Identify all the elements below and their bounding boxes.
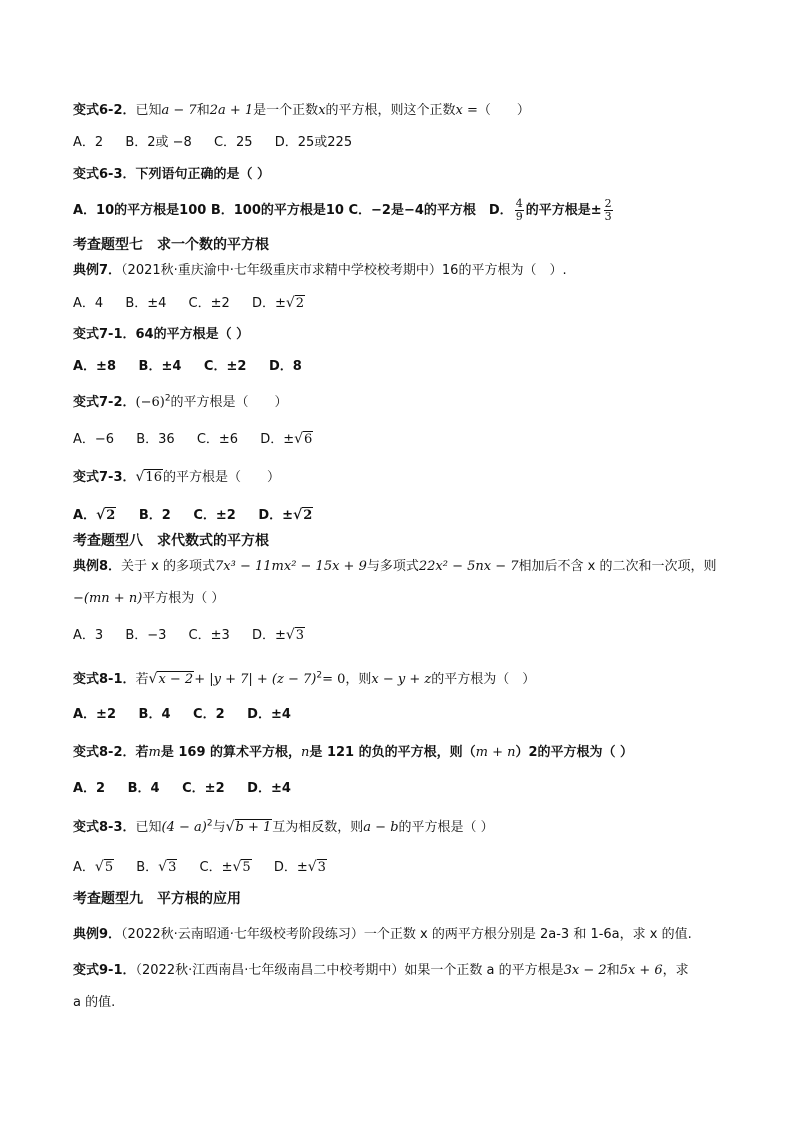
option-c: C．±2 — [188, 296, 230, 311]
math-expr: m + n — [475, 745, 516, 760]
math-expr: x = — [455, 103, 478, 118]
math-expr: 5x + 6 — [619, 963, 663, 978]
math-expr: a − 7 — [161, 103, 197, 118]
option-a: A．2 — [73, 781, 106, 796]
option-c: C．±2 — [182, 781, 225, 796]
question-text: 已知 — [135, 820, 162, 835]
options-6-3 — [73, 196, 615, 226]
option-d: D．8 — [268, 359, 302, 374]
math-exponent: 2 — [164, 393, 171, 404]
question-text: 是 121 的负的平方根，则（ — [309, 745, 476, 760]
math-expr: a − b — [363, 820, 399, 835]
sqrt-sign: √2 — [285, 295, 305, 311]
option-b: B．4 — [127, 781, 160, 796]
math-expr: x − y + z — [371, 672, 432, 687]
fraction-4-9: $\frac{4}{9}$ — [515, 197, 523, 223]
option-a: A．2 — [73, 135, 104, 150]
question-text: 与多项式 — [366, 559, 419, 574]
math-var: n — [301, 745, 310, 760]
options-8 — [73, 626, 305, 645]
sqrt-sign: √3 — [285, 627, 305, 643]
question-text: 64的平方根是（ ） — [135, 327, 250, 342]
option-a: A．±2 — [73, 707, 116, 722]
option-c: C．±√5 — [199, 859, 251, 875]
question-7-1 — [73, 326, 249, 344]
question-text: 的平方根，则这个正数 — [325, 103, 456, 118]
question-text: （2022秋·江西南昌·七年级南昌二中校考期中）如果一个正数 a 的平方根是 — [135, 963, 564, 978]
sqrt-sign: √2 — [96, 507, 116, 523]
math-expr: 22x² − 5nx − 7 — [418, 559, 519, 574]
option-c: C．±6 — [196, 432, 239, 447]
math-expr: 3x − 2 — [563, 963, 607, 978]
example-7 — [73, 262, 567, 280]
sqrt-sign: √3 — [307, 859, 326, 875]
option-d: D．±4 — [247, 781, 291, 796]
math-var: m — [148, 745, 161, 760]
question-text: 和 — [606, 963, 620, 978]
math-expr: 2a + 1 — [209, 103, 254, 118]
math-expr: (4 − a) — [161, 820, 207, 835]
sqrt-sign: √x − 2 — [148, 671, 194, 687]
option-a: A．±8 — [73, 359, 116, 374]
sqrt-sign: √6 — [294, 431, 313, 447]
math-exponent: 2 — [206, 818, 213, 829]
options-8-2 — [73, 780, 291, 798]
question-text: ，求 — [662, 963, 689, 978]
question-8-2 — [73, 744, 633, 762]
options-text: 的平方根是± — [525, 203, 602, 218]
section-heading-8: 考查题型八 求代数式的平方根 — [73, 533, 269, 549]
question-text: ）2的平方根为（ ） — [515, 745, 634, 760]
option-b: B．2 — [138, 508, 171, 523]
question-7-3 — [73, 468, 280, 487]
math-var: x — [318, 103, 326, 118]
option-b: B．2或 −8 — [125, 135, 192, 150]
option-c: C．25 — [213, 135, 253, 150]
math-expr: = 0 — [322, 672, 346, 687]
question-text: 平方根为（ ） — [142, 591, 225, 606]
math-expr: −(mn + n) — [73, 591, 143, 606]
question-label: 变式7-2． — [73, 395, 136, 410]
question-text: 的平方根是（ ） — [170, 395, 288, 410]
option-a: A．−6 — [73, 432, 115, 447]
question-text: 已知 — [135, 103, 162, 118]
question-text: 下列语句正确的是（ ） — [135, 167, 271, 182]
question-text: 互为相反数，则 — [272, 820, 364, 835]
question-text: 的平方根是（ ） — [162, 470, 280, 485]
option-a: A．√5 — [73, 859, 114, 875]
question-text: ，则 — [345, 672, 372, 687]
question-label: 变式8-1． — [73, 672, 136, 687]
option-b: B．−3 — [125, 628, 167, 643]
option-d: D．±√3 — [273, 859, 326, 875]
question-text: 和 — [196, 103, 210, 118]
question-9-1 — [73, 962, 689, 980]
section-heading-9: 考查题型九 平方根的应用 — [73, 891, 241, 907]
sqrt-sign: √16 — [135, 469, 162, 485]
question-text: 是一个正数 — [253, 103, 319, 118]
option-d: D．25或225 — [274, 135, 353, 150]
option-a: A．4 — [73, 296, 104, 311]
options-6-2 — [73, 134, 352, 152]
answer-bracket: （ ） — [477, 103, 530, 118]
math-expr: + |y + 7| + (z − 7) — [194, 672, 317, 687]
option-c: C．2 — [193, 707, 225, 722]
question-text: 若 — [135, 672, 149, 687]
example-8 — [73, 558, 717, 576]
question-label: 典例7． — [73, 263, 122, 278]
question-text: （2021秋·重庆渝中·七年级重庆市求精中学校校考期中）16的平方根为（ ）. — [121, 263, 567, 278]
question-8-3 — [73, 818, 494, 837]
option-b: B．±4 — [125, 296, 167, 311]
section-heading-7: 考查题型七 求一个数的平方根 — [73, 237, 269, 253]
math-expr: (−6) — [135, 395, 165, 410]
sqrt-sign: √b + 1 — [225, 819, 272, 835]
question-text: 是 169 的算术平方根， — [160, 745, 302, 760]
math-exponent: 2 — [316, 670, 323, 681]
option-b: B．√3 — [136, 859, 177, 875]
question-label: 典例9． — [73, 927, 122, 942]
example-8-line2 — [73, 590, 224, 608]
option-b: B．36 — [136, 432, 175, 447]
options-8-1 — [73, 706, 291, 724]
question-6-2 — [73, 102, 530, 120]
sqrt-sign: √5 — [94, 859, 114, 875]
option-c: C．±3 — [188, 628, 230, 643]
option-d: D．±√6 — [260, 431, 313, 447]
sqrt-sign: √3 — [158, 859, 177, 875]
question-text: 的平方根为（ ） — [431, 672, 536, 687]
options-8-3 — [73, 858, 327, 877]
option-c: C．±2 — [203, 359, 247, 374]
option-b: B．±4 — [138, 359, 182, 374]
question-text: 若 — [135, 745, 149, 760]
question-text: 关于 x 的多项式 — [121, 559, 216, 574]
options-text: A．10的平方根是100 B．100的平方根是10 C．−2是−4的平方根 D． — [73, 203, 513, 218]
question-label: 变式8-2． — [73, 745, 136, 760]
options-7-2 — [73, 430, 313, 449]
option-d: D．±4 — [247, 707, 291, 722]
options-7 — [73, 294, 305, 313]
question-label: 变式7-3． — [73, 470, 136, 485]
question-7-2 — [73, 394, 288, 412]
sqrt-sign: √5 — [232, 859, 251, 875]
question-label: 变式6-2． — [73, 103, 136, 118]
option-b: B．4 — [138, 707, 171, 722]
fraction-2-3: $\frac{2}{3}$ — [604, 197, 612, 223]
question-text: 的平方根是（ ） — [398, 820, 494, 835]
question-text: （2022秋·云南昭通·七年级校考阶段练习）一个正数 x 的两平方根分别是 2a-3 和 1-6a，求 x 的值. — [121, 927, 692, 942]
option-d: D．±√3 — [251, 627, 305, 643]
question-9-1-line2: a 的值. — [73, 995, 116, 1010]
question-label: 典例8． — [73, 559, 122, 574]
question-label: 变式6-3． — [73, 167, 136, 182]
sqrt-sign: √2 — [293, 507, 313, 523]
option-d: D．±√2 — [258, 507, 313, 523]
option-c: C．±2 — [193, 508, 236, 523]
question-label: 变式8-3． — [73, 820, 136, 835]
math-expr: 7x³ − 11mx² − 15x + 9 — [215, 559, 367, 574]
options-7-3 — [73, 506, 313, 525]
question-text: 与 — [212, 820, 226, 835]
example-9 — [73, 926, 692, 944]
question-label: 变式7-1． — [73, 327, 136, 342]
question-8-1 — [73, 670, 535, 689]
option-d: D．±√2 — [251, 295, 305, 311]
option-a: A．3 — [73, 628, 104, 643]
question-label: 变式9-1． — [73, 963, 136, 978]
question-text: 相加后不含 x 的二次和一次项，则 — [518, 559, 717, 574]
option-a: A．√2 — [73, 507, 116, 523]
options-7-1 — [73, 358, 302, 376]
question-6-3 — [73, 166, 270, 184]
